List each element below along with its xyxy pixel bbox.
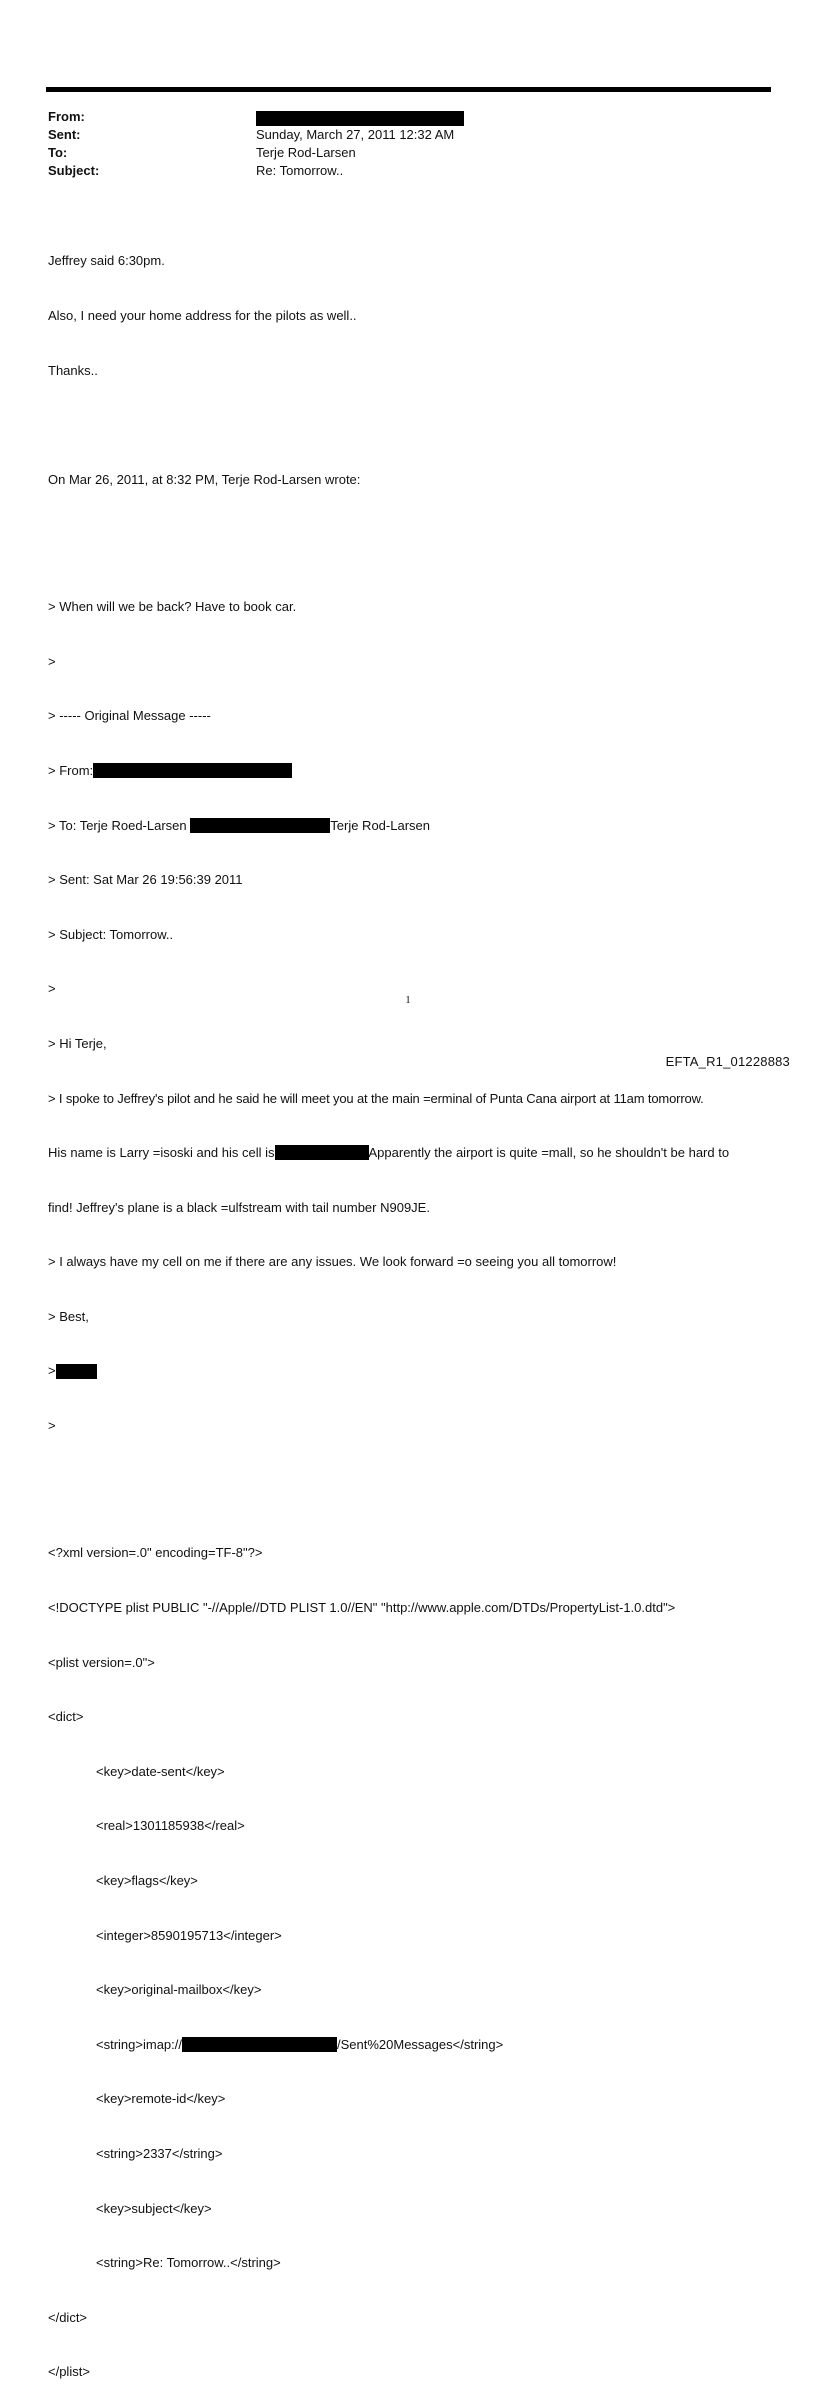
plist-line: <!DOCTYPE plist PUBLIC "-//Apple//DTD PLIST 1.0//EN" "http://www.apple.com/DTDs/PropertyList-1.0.dtd"> [48, 1600, 676, 1616]
subject-value: Re: Tomorrow.. [256, 163, 344, 178]
plist-line: <key>subject</key> [96, 2200, 212, 2216]
imap-suffix: /Sent%20Messages</string> [337, 2036, 504, 2052]
quoted-from-line [48, 762, 768, 780]
plist-line: <dict> [48, 1709, 84, 1725]
plist-line: </plist> [48, 2364, 90, 2380]
sent-value: Sunday, March 27, 2011 12:32 AM [256, 127, 455, 142]
blank-line [48, 1472, 768, 1490]
quoted-signature-line [48, 1362, 768, 1380]
wrote-line: On Mar 26, 2011, at 8:32 PM, Terje Rod-Larsen wrote: [48, 471, 361, 487]
quoted-from-prefix: > From: [48, 762, 94, 778]
quoted-line: > [48, 981, 56, 997]
cell-suffix: Apparently the airport is quite =mall, so he shouldn't be hard to [368, 1145, 730, 1161]
plist-line: <real>1301185938</real> [96, 1818, 245, 1834]
redaction-block [56, 1364, 97, 1379]
quoted-line: find! Jeffrey's plane is a black =ulfstream with tail number N909JE. [48, 1199, 430, 1215]
plist-line: <?xml version=.0" encoding=TF-8"?> [48, 1545, 263, 1561]
quoted-to-prefix: > To: Terje Roed-Larsen [48, 817, 187, 833]
from-label: From: [48, 109, 85, 124]
imap-prefix: <string>imap:// [96, 2036, 182, 2052]
to-label: To: [48, 145, 68, 160]
quoted-line: > Sent: Sat Mar 26 19:56:39 2011 [48, 872, 243, 888]
sig-prefix: > [48, 1363, 56, 1379]
quoted-line: > Subject: Tomorrow.. [48, 926, 174, 942]
plist-line-redacted [48, 2036, 768, 2054]
quoted-line: > [48, 653, 56, 669]
plist-line: <plist version=.0"> [48, 1654, 155, 1670]
quoted-line: > When will we be back? Have to book car. [48, 599, 297, 615]
blank-line [48, 416, 768, 434]
blank-line [48, 525, 768, 543]
bates-number: EFTA_R1_01228883 [665, 1054, 790, 1069]
plist-line: <string>2337</string> [96, 2146, 223, 2161]
plist-line: <string>Re: Tomorrow..</string> [96, 2255, 281, 2271]
quoted-to-line [48, 817, 768, 835]
from-redaction [256, 109, 464, 127]
plist-line: <integer>8590195713</integer> [96, 1927, 282, 1943]
quoted-line-redacted [48, 1144, 768, 1162]
quoted-line: > Best, [48, 1308, 89, 1324]
redaction-block [275, 1145, 369, 1160]
body-line: Thanks.. [48, 362, 98, 378]
plist-line: <key>original-mailbox</key> [96, 1982, 262, 1998]
body-line: Jeffrey said 6:30pm. [48, 253, 165, 269]
plist-line: <key>remote-id</key> [96, 2091, 226, 2107]
body-line: Also, I need your home address for the pilots as well.. [48, 308, 357, 323]
quoted-line: > ----- Original Message ----- [48, 708, 211, 724]
to-value: Terje Rod-Larsen [256, 145, 356, 160]
page-number: 1 [405, 994, 411, 1006]
subject-label: Subject: [48, 163, 100, 178]
sent-label: Sent: [48, 127, 81, 142]
plist-line: <key>date-sent</key> [96, 1763, 225, 1779]
quoted-line: > Hi Terje, [48, 1035, 107, 1051]
quoted-line: > [48, 1418, 56, 1434]
plist-line: </dict> [48, 2309, 88, 2325]
header-rule [46, 87, 771, 92]
cell-prefix: His name is Larry =isoski and his cell is [48, 1145, 275, 1161]
quoted-line: > I spoke to Jeffrey's pilot and he said he will meet you at the main =erminal of Punta Cana airport at 11am tomorrow. [48, 1090, 704, 1106]
redaction-block [93, 763, 292, 778]
plist-line: <key>flags</key> [96, 1873, 198, 1889]
redaction-block [190, 818, 330, 833]
email-body [48, 216, 768, 2400]
quoted-line: > I always have my cell on me if there are any issues. We look forward =o seeing you all tomorrow! [48, 1254, 617, 1270]
redaction-block [182, 2037, 337, 2052]
quoted-to-suffix: Terje Rod-Larsen [330, 817, 430, 833]
